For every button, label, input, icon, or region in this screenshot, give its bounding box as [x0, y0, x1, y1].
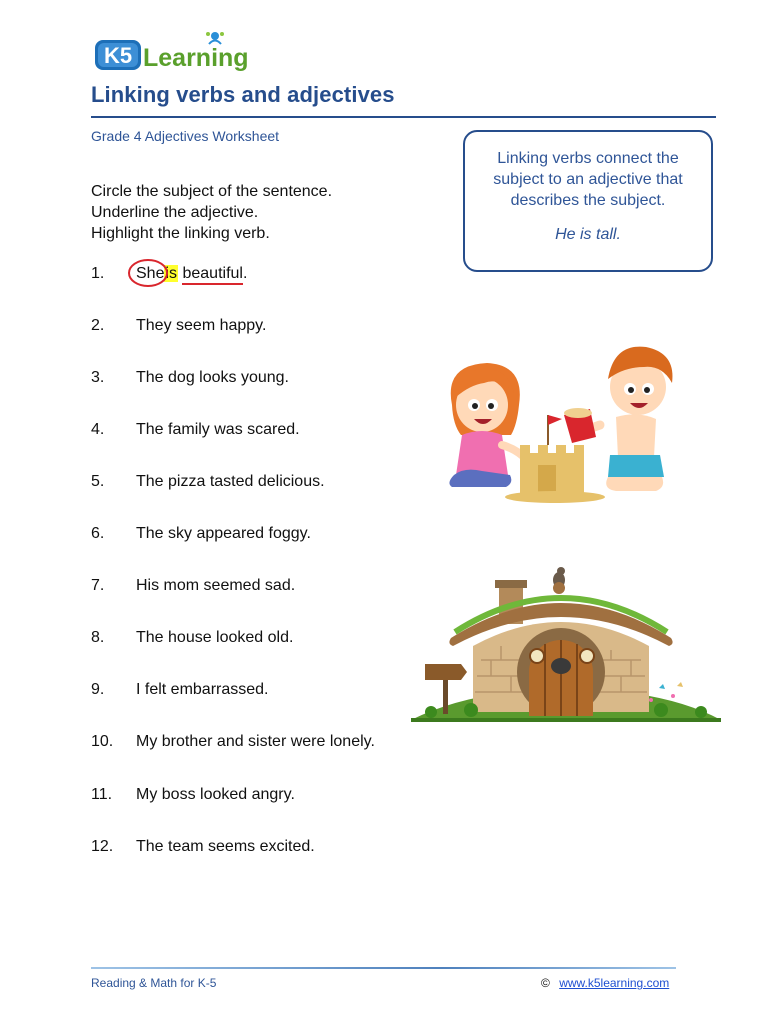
footer-credit: [541, 976, 669, 990]
item-text: They seem happy.: [136, 317, 267, 334]
page-title: Linking verbs and adjectives: [91, 82, 395, 107]
footer-divider: [91, 967, 676, 969]
website-link[interactable]: www.k5learning.com: [559, 976, 670, 990]
item-number: 10.: [91, 733, 114, 750]
svg-text:Learning: Learning: [143, 44, 249, 72]
underlined-adjective: [182, 263, 243, 285]
adjective-word: beautiful: [182, 265, 243, 282]
copyright-symbol: ©: [541, 976, 550, 990]
svg-text:K5: K5: [103, 43, 133, 68]
item-number: 6.: [91, 525, 105, 542]
item-text: The pizza tasted delicious.: [136, 473, 325, 490]
info-line: Linking verbs connect the: [497, 150, 679, 167]
item-number: 8.: [91, 629, 105, 646]
item-text: The family was scared.: [136, 421, 300, 438]
red-circle-mark: [127, 257, 171, 290]
item-text: [136, 263, 247, 285]
subject-word: She: [136, 265, 165, 282]
item-text: The house looked old.: [136, 629, 294, 646]
item-number: 1.: [91, 265, 105, 282]
item-text: The sky appeared foggy.: [136, 525, 311, 542]
circled-subject: [136, 263, 164, 285]
instructions: [91, 181, 332, 244]
info-example: He is tall.: [555, 226, 621, 243]
item-number: 3.: [91, 369, 105, 386]
info-line: describes the subject.: [510, 192, 666, 209]
item-text: My boss looked angry.: [136, 786, 295, 803]
k5-learning-logo: [93, 30, 263, 76]
instruction-line: Circle the subject of the sentence.: [91, 183, 333, 200]
item-text: My brother and sister were lonely.: [136, 733, 375, 750]
item-number: 2.: [91, 317, 105, 334]
linking-verb-info-box: [463, 130, 713, 272]
cottage-illustration: [411, 560, 721, 722]
item-number: 9.: [91, 681, 105, 698]
instruction-line: Highlight the linking verb.: [91, 225, 270, 242]
item-text: His mom seemed sad.: [136, 577, 296, 594]
highlighted-verb: is: [165, 265, 178, 282]
item-number: 4.: [91, 421, 105, 438]
title-divider: [91, 116, 716, 118]
item-number: 5.: [91, 473, 105, 490]
item-text: The team seems excited.: [136, 838, 315, 855]
item-number: 12.: [91, 838, 114, 855]
item-number: 7.: [91, 577, 105, 594]
kids-sandcastle-illustration: [440, 335, 690, 505]
item-number: 11.: [91, 786, 113, 803]
info-line: subject to an adjective that: [493, 171, 683, 188]
instruction-line: Underline the adjective.: [91, 204, 259, 221]
worksheet-subtitle: Grade 4 Adjectives Worksheet: [91, 128, 280, 144]
item-text: I felt embarrassed.: [136, 681, 269, 698]
footer-tagline: Reading & Math for K-5: [91, 976, 217, 990]
item-punctuation: .: [242, 265, 248, 282]
red-underline: [182, 283, 243, 285]
item-text: The dog looks young.: [136, 369, 289, 386]
